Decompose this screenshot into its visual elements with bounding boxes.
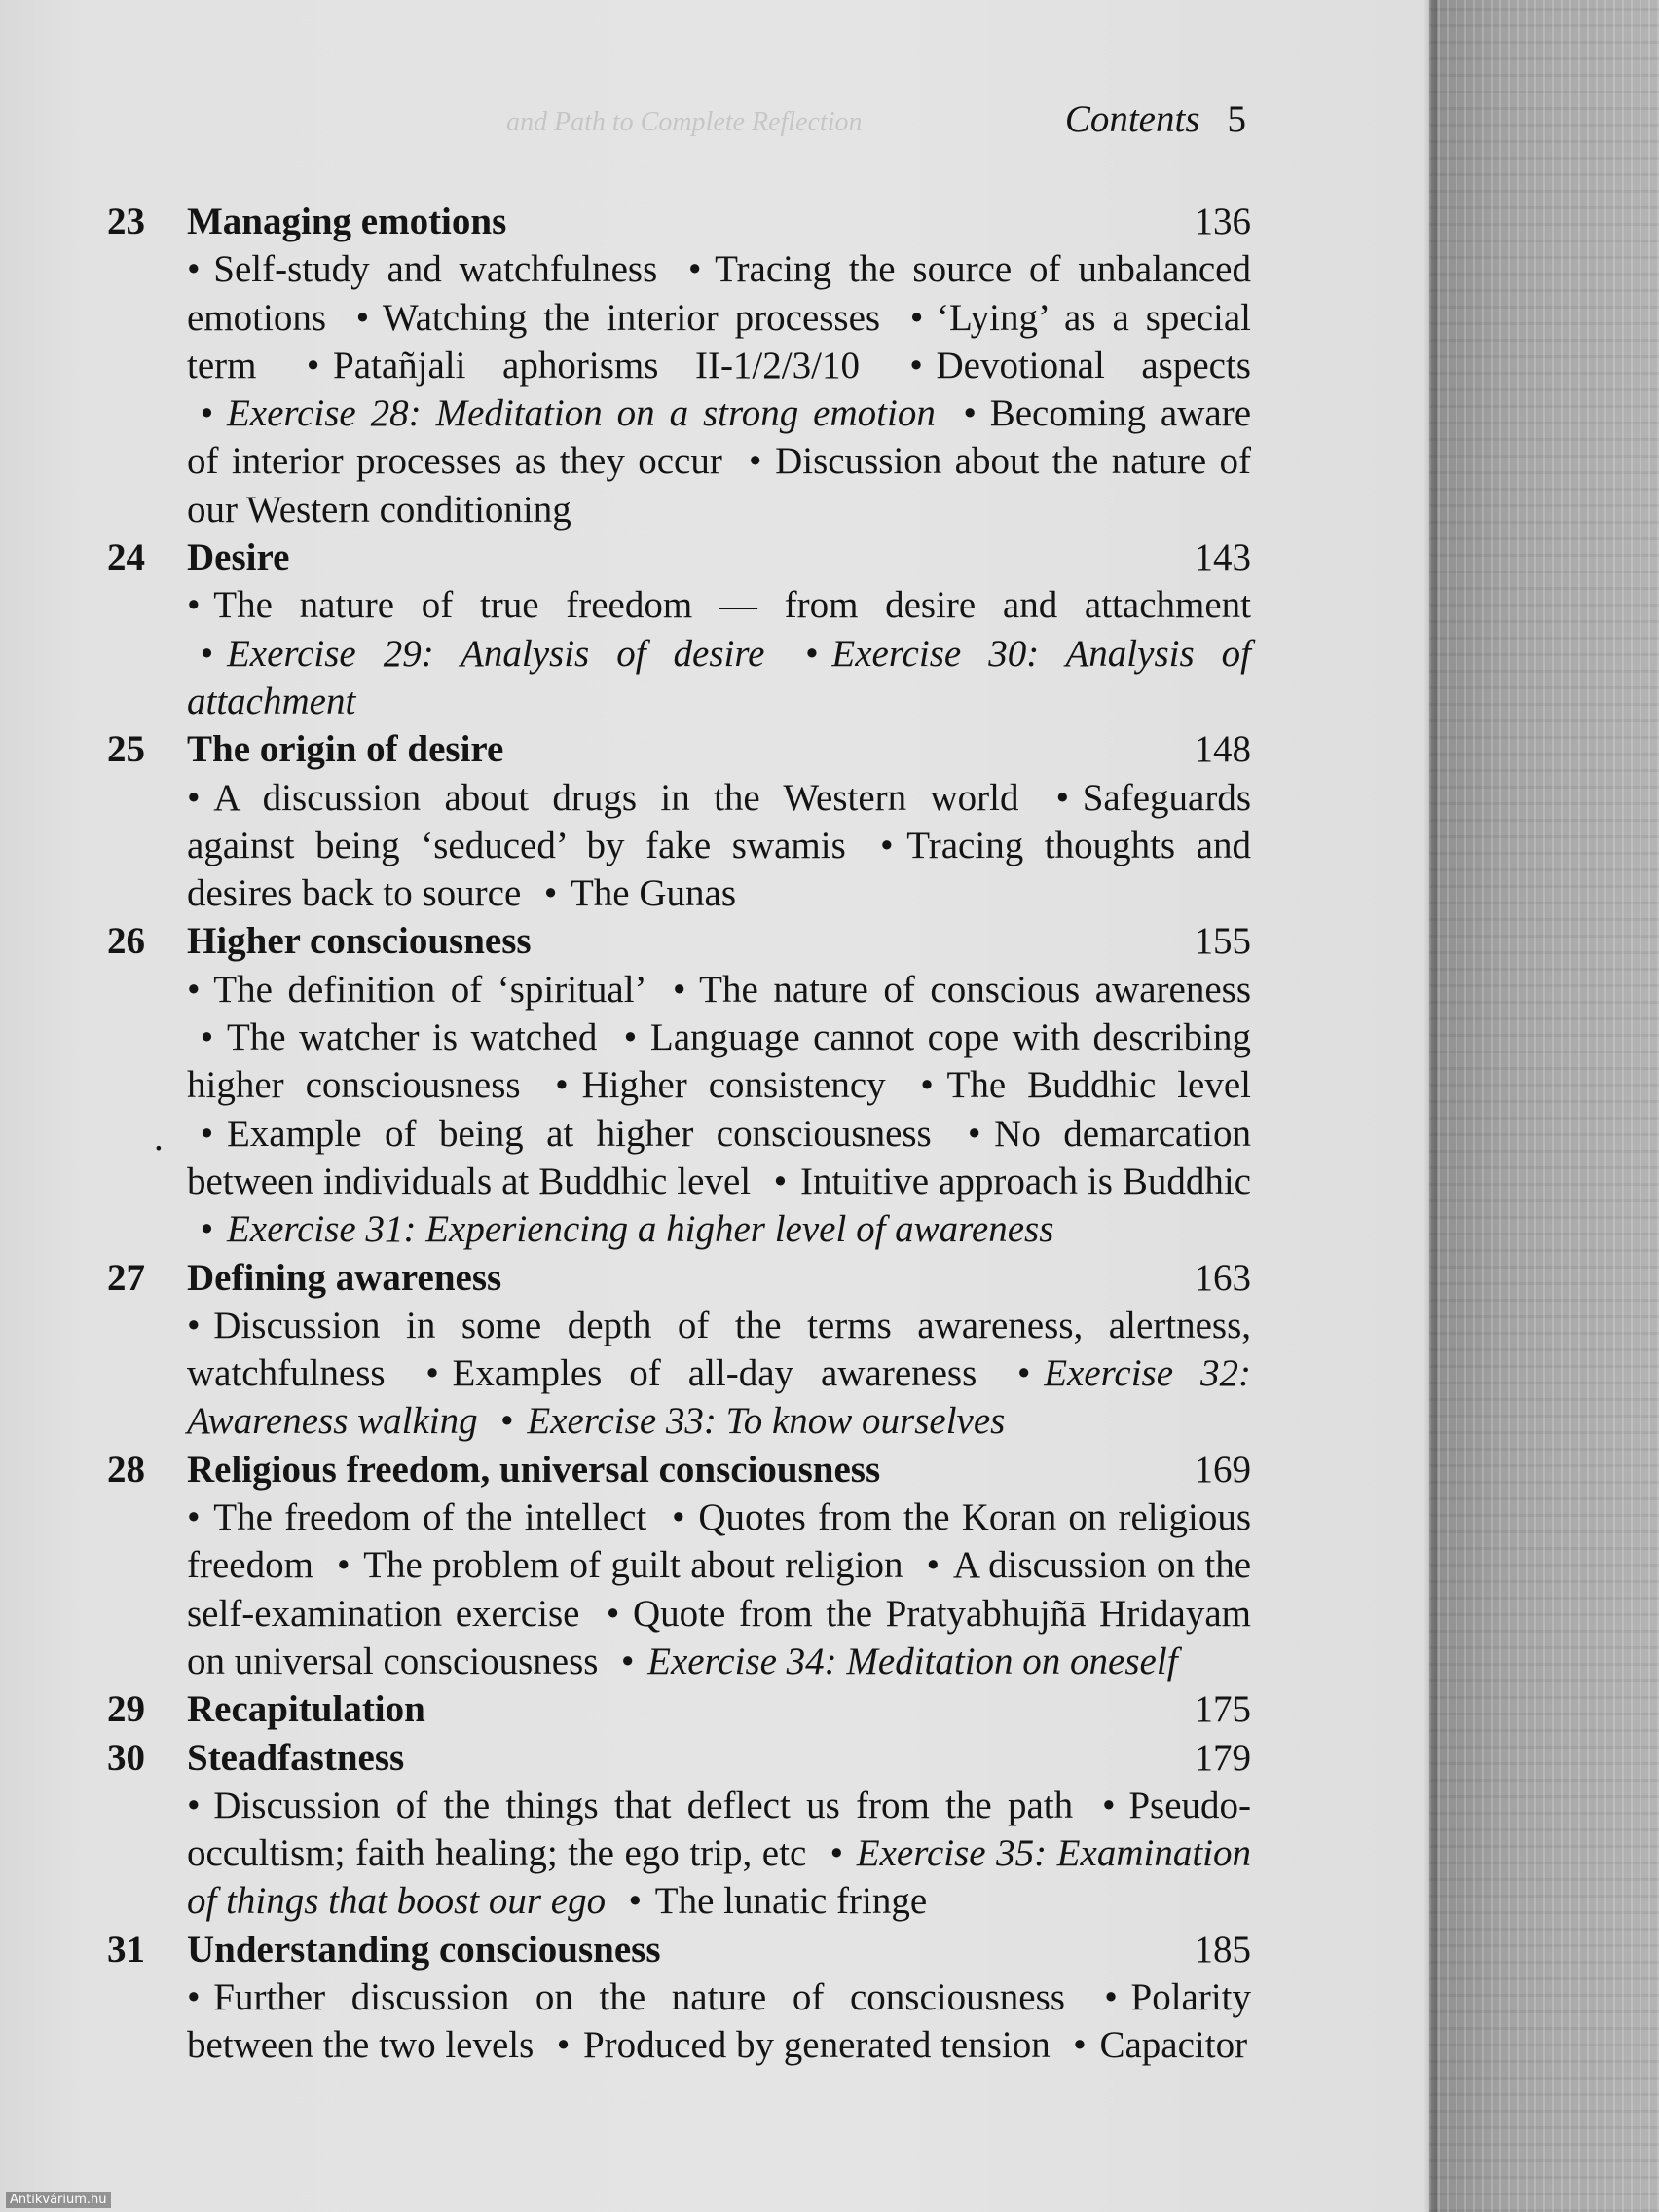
topic-item: Quote from the Pratyabhujñā Hridayam on universal consciousness [187, 1592, 1251, 1682]
chapter-description [187, 245, 1251, 534]
toc-entry-heading [107, 1254, 1251, 1302]
running-head [1003, 97, 1246, 141]
bullet-separator: • [200, 1112, 214, 1155]
bullet-separator: • [909, 296, 924, 339]
bullet-separator: • [967, 1112, 981, 1155]
bullet-separator: • [606, 1592, 620, 1635]
bleedthrough-text: and Path to Complete Reflection [506, 107, 863, 137]
bullet-separator: • [805, 632, 819, 675]
topic-item: The Buddhic level [946, 1064, 1252, 1107]
exercise-item: Exercise 35: Examination of things that boost our ego [187, 1832, 1251, 1923]
bullet-separator: • [748, 440, 762, 483]
chapter-title: Higher consciousness [187, 920, 532, 963]
stray-mark: . [154, 1117, 164, 1159]
toc-entry [107, 1254, 1251, 1446]
topic-item: The watcher is watched [226, 1016, 598, 1059]
bullet-separator: • [187, 968, 201, 1011]
toc-entry [107, 917, 1251, 1253]
book-gutter [1429, 0, 1659, 2212]
chapter-page-number: 169 [1194, 1448, 1251, 1491]
bullet-separator: • [1016, 1352, 1031, 1395]
bullet-separator: • [187, 248, 201, 291]
bullet-separator: • [336, 1544, 350, 1587]
topic-item: The nature of true freedom — from desire and attachment [213, 584, 1251, 627]
bullet-separator: • [543, 872, 558, 915]
topic-item: Discussion of the things that deflect us from the path [213, 1784, 1074, 1826]
topic-item: The definition of ‘spiritual’ [213, 968, 645, 1011]
toc-entry-heading [107, 725, 1251, 773]
topic-item: Self-study and watchfulness [213, 248, 658, 291]
bullet-separator: • [556, 2024, 571, 2067]
topic-item: Patañjali aphorisms II-1/2/3/10 [333, 344, 860, 387]
exercise-item: Exercise 33: To know ourselves [527, 1400, 1006, 1443]
topic-item: Watching the interior processes [382, 296, 881, 339]
bullet-separator: • [200, 632, 214, 675]
bullet-separator: • [187, 1496, 201, 1539]
toc-entry-heading [107, 1734, 1251, 1782]
topic-item: A discussion on the self-examination exercise [187, 1544, 1252, 1635]
bullet-separator: • [555, 1064, 569, 1107]
topic-item: Examples of all-day awareness [452, 1352, 977, 1395]
chapter-page-number: 185 [1194, 1928, 1251, 1971]
bullet-separator: • [623, 1016, 638, 1059]
exercise-item: Exercise 30: Analysis of attachment [187, 632, 1251, 722]
topic-item: The freedom of the intellect [213, 1496, 647, 1539]
chapter-page-number: 136 [1194, 201, 1251, 242]
toc-entry [107, 534, 1251, 725]
toc-entry-heading [107, 917, 1251, 965]
toc-entry [107, 1734, 1251, 1926]
chapter-number: 24 [107, 536, 145, 579]
chapter-page-number: 179 [1194, 1736, 1251, 1779]
bullet-separator: • [620, 1640, 635, 1682]
topic-item: Polarity between the two levels [187, 1975, 1252, 2067]
chapter-description [187, 1493, 1251, 1685]
topic-item: Capacitor [1099, 2024, 1248, 2067]
bullet-separator: • [200, 1016, 214, 1059]
topic-item: Tracing the source of unbalanced emotions [187, 248, 1251, 339]
bullet-separator: • [1104, 1975, 1118, 2018]
topic-item: ‘Lying’ as a special term [187, 296, 1252, 387]
topic-item: Language cannot cope with describing higher consciousness [187, 1016, 1251, 1107]
chapter-description [187, 581, 1251, 725]
bullet-separator: • [963, 392, 977, 435]
bullet-separator: • [187, 1784, 201, 1826]
bullet-separator: • [187, 1304, 201, 1346]
topic-item: Safeguards against being ‘seduced’ by fake swamis [187, 776, 1252, 866]
page-edge-shadow [1423, 0, 1437, 2212]
bullet-separator: • [306, 344, 320, 387]
topic-item: Pseudo-occultism; faith healing; the ego trip, etc [187, 1784, 1251, 1875]
bullet-separator: • [200, 392, 214, 435]
chapter-number: 25 [107, 728, 145, 771]
topic-item: A discussion about drugs in the Western world [213, 776, 1019, 819]
bullet-separator: • [880, 824, 894, 866]
bullet-separator: • [909, 344, 923, 387]
bullet-separator: • [672, 1496, 685, 1539]
toc-entry-heading [107, 198, 1251, 245]
topic-item: The nature of conscious awareness [699, 968, 1252, 1011]
toc-entry [107, 725, 1251, 917]
chapter-description [187, 966, 1251, 1254]
chapter-page-number: 143 [1194, 536, 1251, 579]
toc-entry-heading [107, 1446, 1251, 1493]
bullet-separator: • [187, 776, 201, 819]
bullet-separator: • [187, 1975, 201, 2018]
topic-item: Becoming aware of interior processes as they occur [187, 392, 1251, 483]
bullet-separator: • [500, 1400, 514, 1443]
chapter-description [187, 1302, 1251, 1446]
toc-entry-heading [107, 1685, 1251, 1733]
bullet-separator: • [1073, 2024, 1087, 2067]
chapter-title: Steadfastness [187, 1736, 405, 1779]
topic-item: The Gunas [570, 872, 737, 915]
chapter-title: Religious freedom, universal consciousness [187, 1448, 881, 1491]
topic-item: Tracing thoughts and desires back to source [187, 824, 1251, 915]
bullet-separator: • [355, 296, 370, 339]
topic-item: Discussion in some depth of the terms awareness, alertness, watchfulness [187, 1304, 1251, 1395]
topic-item: No demarcation between individuals at Buddhic level [187, 1112, 1252, 1202]
chapter-title: Understanding consciousness [187, 1928, 661, 1971]
chapter-description [187, 1782, 1251, 1926]
watermark: Antikvárium.hu [6, 2192, 111, 2208]
toc-entry [107, 198, 1251, 534]
bullet-separator: • [687, 248, 702, 291]
bullet-separator: • [926, 1544, 940, 1587]
toc-entry-heading [107, 534, 1251, 581]
bullet-separator: • [920, 1064, 934, 1107]
exercise-item: Exercise 34: Meditation on oneself [647, 1640, 1178, 1682]
page-number: 5 [1227, 98, 1246, 140]
topic-item: Higher consistency [581, 1064, 886, 1107]
chapter-page-number: 148 [1194, 728, 1251, 771]
chapter-page-number: 163 [1194, 1256, 1251, 1299]
chapter-number: 28 [107, 1448, 145, 1491]
chapter-title: The origin of desire [187, 728, 504, 771]
table-of-contents [107, 198, 1251, 2070]
chapter-number: 27 [107, 1256, 145, 1299]
chapter-number: 23 [107, 201, 145, 242]
toc-entry [107, 1446, 1251, 1685]
toc-entry-heading [107, 1926, 1251, 1973]
bullet-separator: • [830, 1832, 844, 1875]
topic-item: Example of being at higher consciousness [226, 1112, 932, 1155]
toc-entry [107, 1926, 1251, 2070]
chapter-number: 31 [107, 1928, 145, 1971]
bullet-separator: • [672, 968, 686, 1011]
chapter-number: 29 [107, 1688, 145, 1731]
bullet-separator: • [200, 1208, 214, 1251]
bullet-separator: • [187, 584, 201, 627]
bullet-separator: • [425, 1352, 439, 1395]
topic-item: Discussion about the nature of our Western conditioning [187, 440, 1251, 531]
running-head-title: Contents [1064, 98, 1200, 140]
bullet-separator: • [1102, 1784, 1116, 1826]
bullet-separator: • [1055, 776, 1070, 819]
bullet-separator: • [628, 1880, 643, 1923]
topic-item: The problem of guilt about religion [363, 1544, 903, 1587]
exercise-item: Exercise 31: Experiencing a higher level of awareness [226, 1208, 1054, 1251]
topic-item: Produced by generated tension [582, 2024, 1051, 2067]
toc-entry [107, 1685, 1251, 1733]
bullet-separator: • [773, 1160, 788, 1202]
chapter-description [187, 774, 1251, 918]
topic-item: Further discussion on the nature of consciousness [213, 1975, 1065, 2018]
chapter-title: Recapitulation [187, 1688, 425, 1731]
topic-item: Intuitive approach is Buddhic [799, 1160, 1251, 1202]
chapter-number: 26 [107, 920, 145, 963]
chapter-title: Desire [187, 536, 290, 579]
topic-item: The lunatic fringe [654, 1880, 928, 1923]
topic-item: Quotes from the Koran on religious freedom [187, 1496, 1251, 1587]
chapter-title: Managing emotions [187, 201, 507, 242]
chapter-description [187, 1973, 1251, 2070]
exercise-item: Exercise 32: Awareness walking [187, 1352, 1251, 1443]
exercise-item: Exercise 28: Meditation on a strong emotion [226, 392, 936, 435]
chapter-page-number: 175 [1194, 1688, 1251, 1731]
exercise-item: Exercise 29: Analysis of desire [226, 632, 765, 675]
chapter-page-number: 155 [1194, 920, 1251, 963]
chapter-number: 30 [107, 1736, 145, 1779]
chapter-title: Defining awareness [187, 1256, 502, 1299]
topic-item: Devotional aspects [936, 344, 1251, 387]
